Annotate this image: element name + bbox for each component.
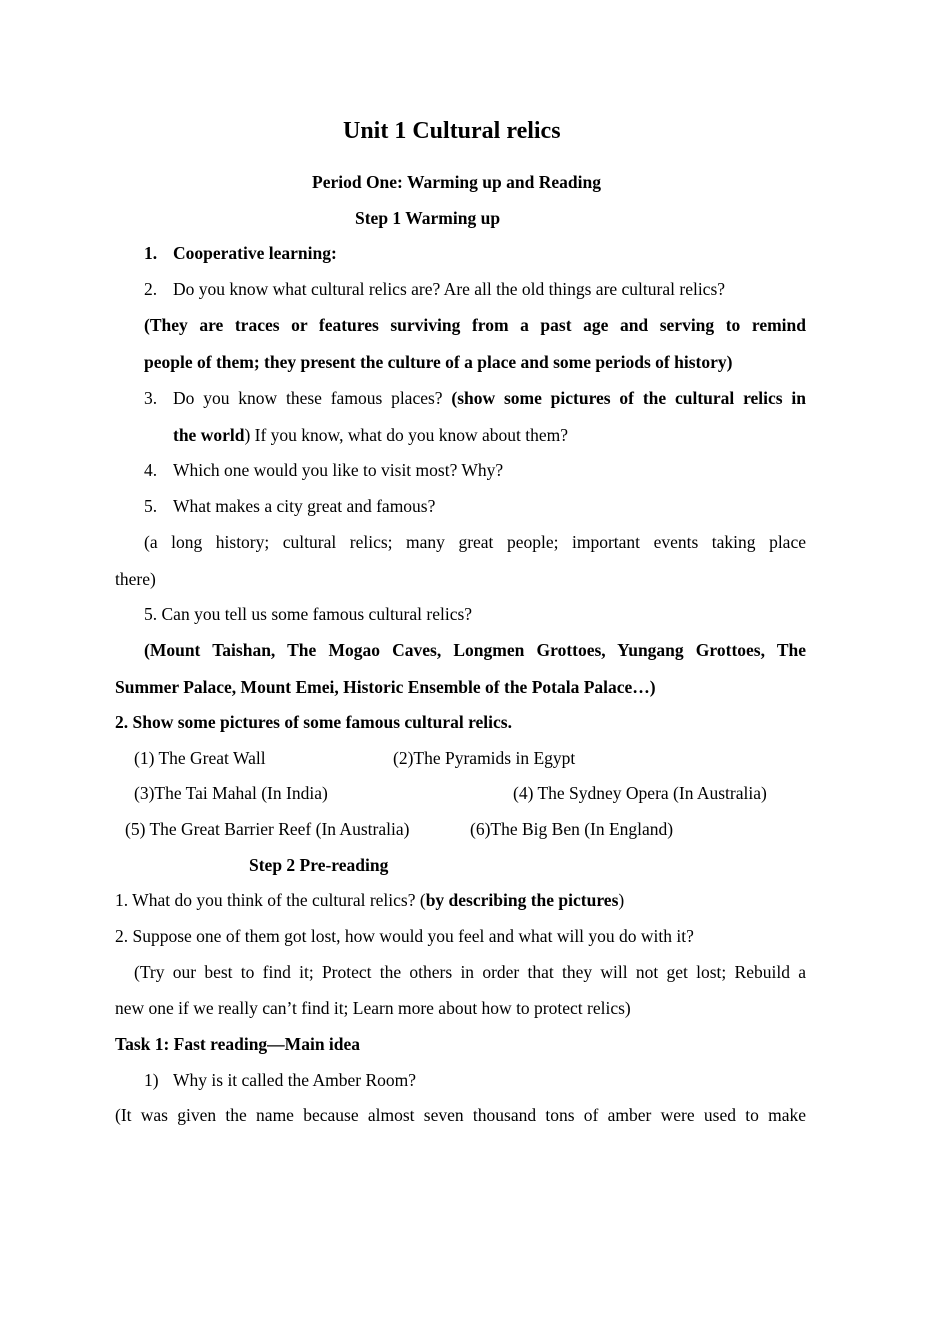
question-line: [115, 888, 624, 912]
period-heading: Period One: Warming up and Reading: [312, 172, 601, 192]
list-item: [144, 494, 435, 518]
item-number: 1): [144, 1070, 159, 1090]
list-item: [144, 277, 725, 301]
answer-line: (a long history; cultural relics; many great people; important events taking place: [144, 532, 806, 552]
item-number: 5.: [144, 496, 158, 516]
step1-heading: Step 1 Warming up: [355, 208, 501, 228]
answer-line: people of them; they present the culture of a place and some periods of history): [144, 352, 733, 372]
answer-line: new one if we really can’t find it; Learn more about how to protect relics): [115, 998, 631, 1018]
list-item: [144, 458, 503, 482]
item-number: 4.: [144, 460, 158, 480]
item-text: Why is it called the Amber Room?: [173, 1070, 417, 1090]
picture-item: (2)The Pyramids in Egypt: [393, 748, 576, 768]
item-note: (show some pictures of the cultural relics in: [451, 388, 806, 408]
answer-line: (It was given the name because almost seven thousand tons of amber were used to make: [115, 1105, 806, 1125]
section-heading: 2. Show some pictures of some famous cultural relics.: [115, 712, 512, 732]
item-number: 2.: [144, 279, 158, 299]
step2-heading: Step 2 Pre-reading: [249, 855, 389, 875]
list-item: [144, 241, 337, 265]
item-text: Do you know what cultural relics are? Are all the old things are cultural relics?: [173, 279, 726, 299]
question-text: ): [618, 890, 625, 910]
item-note: the world: [173, 425, 245, 445]
item-text: Cooperative learning:: [173, 243, 337, 263]
list-item: [144, 1068, 416, 1092]
answer-line: (They are traces or features surviving from a past age and serving to remind: [144, 315, 806, 335]
task-heading: Task 1: Fast reading—Main idea: [115, 1034, 361, 1054]
item-text: Which one would you like to visit most? Why?: [173, 460, 504, 480]
picture-item: (5) The Great Barrier Reef (In Australia): [125, 819, 410, 839]
page-title: Unit 1 Cultural relics: [343, 118, 561, 144]
answer-line: Summer Palace, Mount Emei, Historic Ensemble of the Potala Palace…): [115, 677, 656, 697]
picture-item: (6)The Big Ben (In England): [470, 819, 674, 839]
item-number: 3.: [144, 388, 158, 408]
picture-item: (1) The Great Wall: [134, 748, 266, 768]
picture-item: (4) The Sydney Opera (In Australia): [513, 783, 767, 803]
list-item-continuation: [173, 423, 568, 447]
answer-line: there): [115, 569, 156, 589]
item-text: ) If you know, what do you know about them?: [244, 425, 568, 445]
question-text: 1. What do you think of the cultural relics? (: [115, 890, 426, 910]
picture-item: (3)The Tai Mahal (In India): [134, 783, 328, 803]
question-line: 5. Can you tell us some famous cultural relics?: [144, 604, 473, 624]
item-text: What makes a city great and famous?: [173, 496, 436, 516]
list-item: [144, 386, 806, 410]
answer-line: (Try our best to find it; Protect the others in order that they will not get lost; Rebuild a: [134, 962, 806, 982]
item-number: 1.: [144, 243, 158, 263]
answer-line: (Mount Taishan, The Mogao Caves, Longmen Grottoes, Yungang Grottoes, The: [144, 640, 806, 660]
item-text: Do you know these famous places?: [173, 388, 443, 408]
question-line: 2. Suppose one of them got lost, how would you feel and what will you do with it?: [115, 926, 694, 946]
question-note: by describing the pictures: [425, 890, 619, 910]
